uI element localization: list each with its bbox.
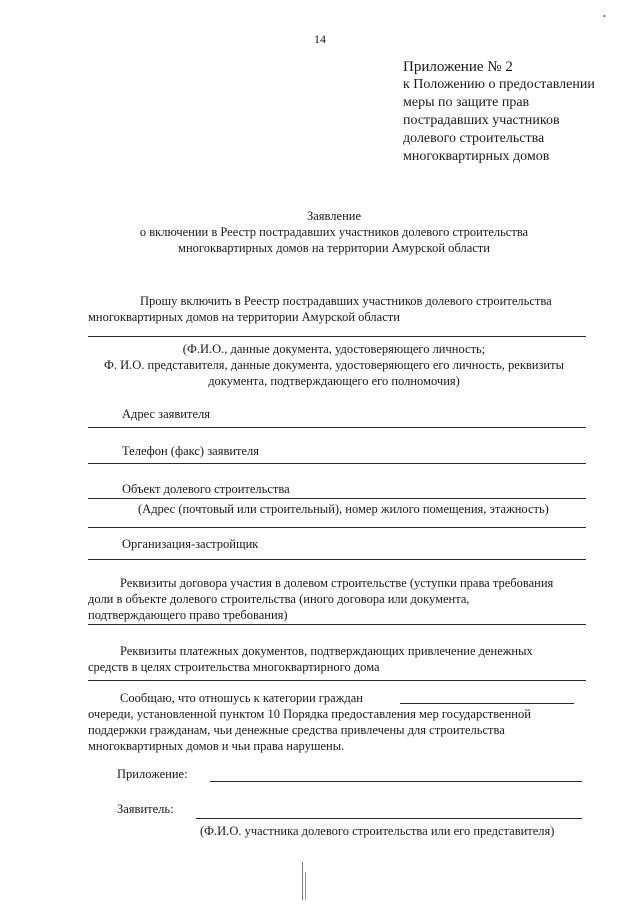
- appendix-line: меры по защите прав: [403, 95, 530, 110]
- appendix-header: [403, 58, 595, 166]
- appendix-line: пострадавших участников: [403, 113, 560, 128]
- hint-line: документа, подтверждающего его полномочия): [208, 374, 460, 388]
- category-line-1: Сообщаю, что отношусь к категории граждан: [120, 691, 363, 705]
- developer-label: Организация-застройщик: [122, 537, 259, 551]
- scan-speck: •: [603, 12, 606, 21]
- payment-line-2: средств в целях строительства многоквартирного дома: [88, 660, 380, 674]
- title-line: о включении в Реестр пострадавших участников долевого строительства: [139, 225, 529, 239]
- attachment-label: Приложение:: [117, 767, 188, 781]
- applicant-hint: (Ф.И.О. участника долевого строительства или его представителя): [200, 824, 555, 838]
- appendix-number: Приложение № 2: [403, 59, 513, 75]
- fill-line-address[interactable]: [88, 427, 586, 428]
- fill-line-object-2[interactable]: [88, 527, 586, 528]
- contract-line-2: доли в объекте долевого строительства (иного договора или документа,: [88, 592, 470, 606]
- fill-line-object[interactable]: [88, 498, 586, 499]
- object-label: Объект долевого строительства: [122, 482, 290, 496]
- object-hint: (Адрес (почтовый или строительный), номер жилого помещения, этажность): [138, 502, 549, 516]
- request-line-2: многоквартирных домов на территории Амурской области: [88, 310, 400, 324]
- binding-mark: [305, 872, 306, 900]
- phone-label: Телефон (факс) заявителя: [122, 444, 260, 458]
- appendix-line: к Положению о предоставлении: [403, 77, 595, 92]
- category-line-3: поддержки гражданам, чьи денежные средства привлечены для строительства: [88, 723, 505, 737]
- address-label: Адрес заявителя: [122, 407, 210, 421]
- contract-line-3: подтверждающего право требования): [88, 608, 288, 622]
- request-line-1: Прошу включить в Реестр пострадавших участников долевого строительства: [140, 294, 552, 308]
- fill-line-signature[interactable]: [196, 818, 582, 819]
- title-line: многоквартирных домов на территории Амурской области: [178, 241, 490, 255]
- fill-line-developer[interactable]: [88, 559, 586, 560]
- page-number: 14: [314, 32, 326, 46]
- contract-line-1: Реквизиты договора участия в долевом строительстве (уступки права требования: [120, 576, 554, 590]
- fill-line-payment[interactable]: [88, 680, 586, 681]
- applicant-label: Заявитель:: [117, 802, 174, 816]
- category-line-4: многоквартирных домов и чьи права нарушены.: [88, 739, 345, 753]
- fill-line-category[interactable]: [400, 703, 574, 704]
- hint-line: Ф. И.О. представителя, данные документа, удостоверяющего его личность, реквизиты: [104, 358, 564, 372]
- title-heading: Заявление: [306, 209, 361, 223]
- fill-line-attachment[interactable]: [210, 781, 582, 782]
- hint-line: (Ф.И.О., данные документа, удостоверяющего личность;: [182, 342, 486, 356]
- category-line-2: очереди, установленной пунктом 10 Порядка предоставления мер государственной: [88, 707, 531, 721]
- appendix-line: долевого строительства: [403, 131, 545, 146]
- appendix-line: многоквартирных домов: [403, 149, 550, 164]
- binding-mark: [302, 862, 303, 900]
- person-hint: [60, 341, 608, 389]
- document-title: [60, 208, 608, 256]
- fill-line-phone[interactable]: [88, 463, 586, 464]
- fill-line-person[interactable]: [88, 336, 586, 337]
- fill-line-contract[interactable]: [88, 624, 586, 625]
- payment-line-1: Реквизиты платежных документов, подтверждающих привлечение денежных: [120, 644, 533, 658]
